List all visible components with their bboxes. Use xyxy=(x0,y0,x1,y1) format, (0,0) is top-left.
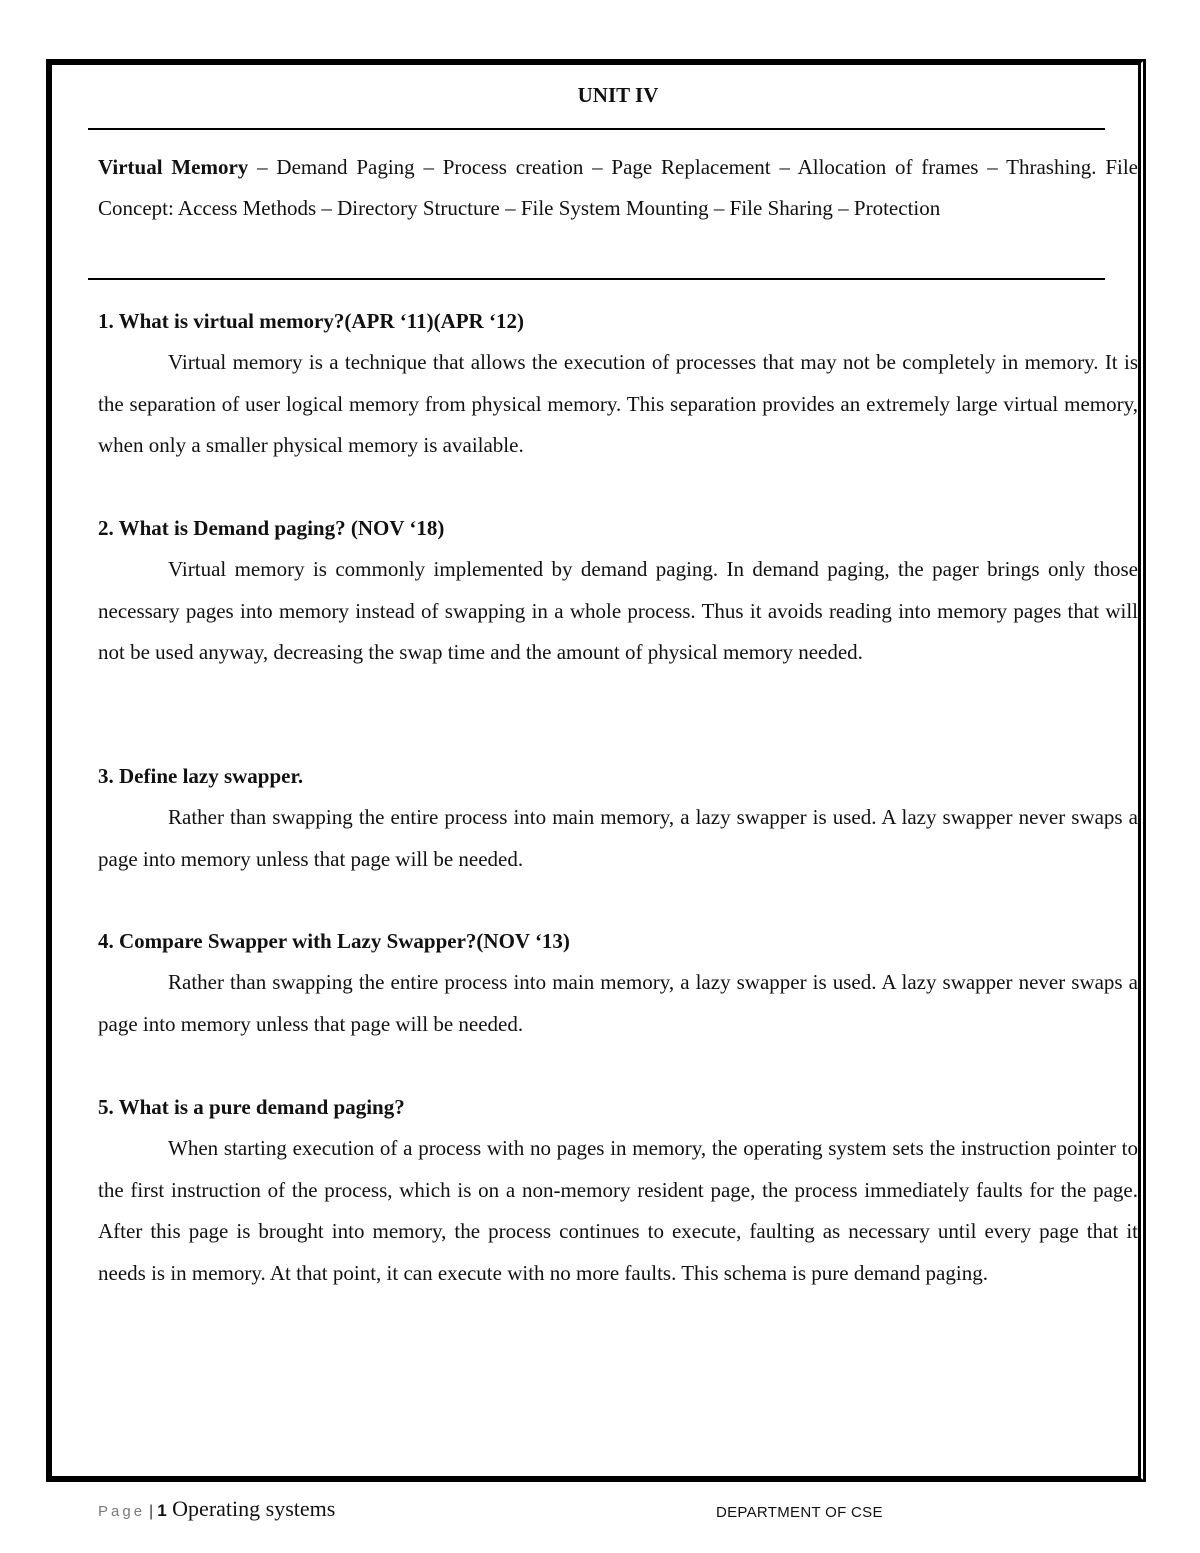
footer-separator: | xyxy=(149,1503,154,1520)
answer-text: Rather than swapping the entire process into main memory, a lazy swapper is used. A lazy swapper never swaps a page into memory unless that page will be needed. xyxy=(98,970,1138,1036)
question-block-1 xyxy=(98,301,1138,467)
syllabus-rest: – Demand Paging – Process creation – Page Replacement – Allocation of frames – Thrashing. File Concept: Access Methods – Directory Structure – File System Mounting – File Sharing – Protection xyxy=(98,155,1139,220)
footer-page-info xyxy=(98,1496,335,1522)
footer-department: DEPARTMENT OF CSE xyxy=(716,1504,883,1521)
page-footer xyxy=(98,1496,1138,1536)
answer-text: Virtual memory is commonly implemented by demand paging. In demand paging, the pager brings only those necessary pages into memory instead of swapping in a whole process. Thus it avoids reading into memory pages that will not be used anyway, decreasing the swap time and the amount of physical memory needed. xyxy=(98,557,1138,664)
footer-subject: Operating systems xyxy=(172,1496,336,1521)
answer-text: When starting execution of a process with no pages in memory, the operating system sets the instruction pointer to the first instruction of the process, which is on a non-memory resident page, the process immediately faults for the page. After this page is brought into memory, the process continues to execute, faulting as necessary until every page that it needs is in memory. At that point, it can execute with no more faults. This schema is pure demand paging. xyxy=(98,1136,1138,1285)
question-block-5 xyxy=(98,1087,1138,1294)
unit-title: UNIT IV xyxy=(577,83,659,107)
question-title: 5. What is a pure demand paging? xyxy=(98,1095,405,1119)
question-block-4 xyxy=(98,921,1138,1045)
question-title: 2. What is Demand paging? (NOV ‘18) xyxy=(98,516,445,540)
answer-text: Virtual memory is a technique that allows the execution of processes that may not be completely in memory. It is the separation of user logical memory from physical memory. This separation provides an extremely large virtual memory, when only a smaller physical memory is available. xyxy=(98,350,1138,457)
top-divider xyxy=(88,128,1105,130)
header xyxy=(98,80,1138,110)
question-title: 4. Compare Swapper with Lazy Swapper?(NOV ‘13) xyxy=(98,929,570,953)
footer-page-number: 1 xyxy=(157,1501,167,1520)
question-title: 3. Define lazy swapper. xyxy=(98,764,304,788)
answer-text: Rather than swapping the entire process into main memory, a lazy swapper is used. A lazy swapper never swaps a page into memory unless that page will be needed. xyxy=(98,805,1138,871)
question-block-3 xyxy=(98,756,1138,880)
footer-page-word: Page xyxy=(98,1503,146,1520)
bottom-divider xyxy=(88,278,1105,280)
question-block-2 xyxy=(98,508,1138,674)
syllabus-lead: Virtual Memory xyxy=(98,155,249,179)
question-title: 1. What is virtual memory?(APR ‘11)(APR ‘12) xyxy=(98,309,524,333)
syllabus-topics xyxy=(98,147,1138,229)
